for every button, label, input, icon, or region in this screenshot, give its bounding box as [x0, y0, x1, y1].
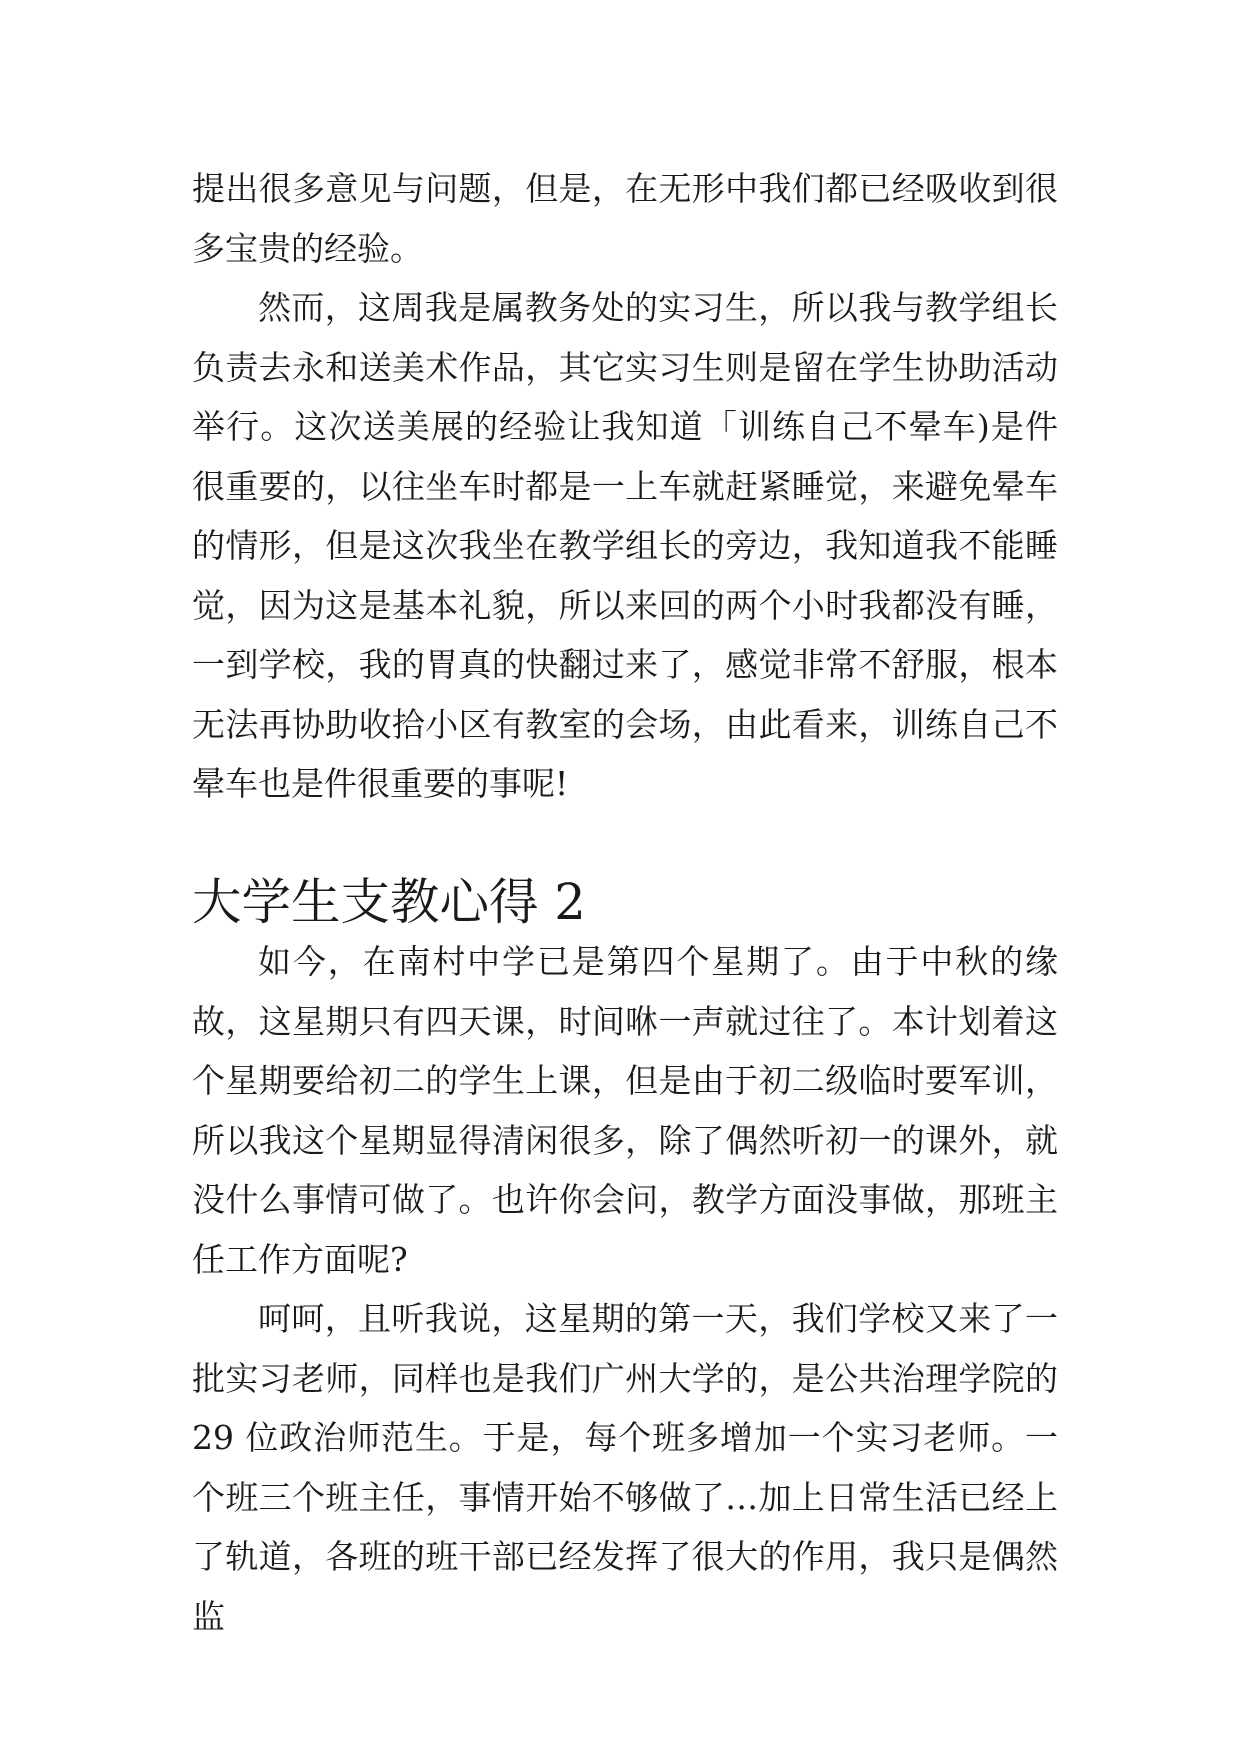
paragraph: 如今，在南村中学已是第四个星期了。由于中秋的缘故，这星期只有四天课，时间咻一声就过往了。本计划着这个星期要给初二的学生上课，但是由于初二级临时要军训，所以我这个星期显得清闲很多，除了偶然听初一的课外，就没什么事情可做了。也许你会问，教学方面没事做，那班主任工作方面呢? [192, 942, 1058, 1279]
text-column [192, 159, 1058, 1646]
paragraph: 呵呵，且听我说，这星期的第一天，我们学校又来了一批实习老师，同样也是我们广州大学的，是公共治理学院的 29 位政治师范生。于是，每个班多增加一个实习老师。一个班三个班主任，事情开始不够做了…加上日常生活已经上了轨道，各班的班干部已经发挥了很大的作用，我只是偶然监 [192, 1299, 1058, 1636]
paragraph: 然而，这周我是属教务处的实习生，所以我与教学组长负责去永和送美术作品，其它实习生则是留在学生协助活动举行。这次送美展的经验让我知道「训练自己不晕车)是件很重要的，以往坐车时都是一上车就赶紧睡觉，来避免晕车的情形，但是这次我坐在教学组长的旁边，我知道我不能睡觉，因为这是基本礼貌，所以来回的两个小时我都没有睡，一到学校，我的胃真的快翻过来了，感觉非常不舒服，根本无法再协助收拾小区有教室的会场，由此看来，训练自己不晕车也是件很重要的事呢! [192, 288, 1058, 803]
section-spacer [192, 814, 1058, 873]
paragraph: 提出很多意见与问题，但是，在无形中我们都已经吸收到很多宝贵的经验。 [192, 169, 1058, 268]
section-heading: 大学生支教心得 2 [192, 872, 586, 931]
